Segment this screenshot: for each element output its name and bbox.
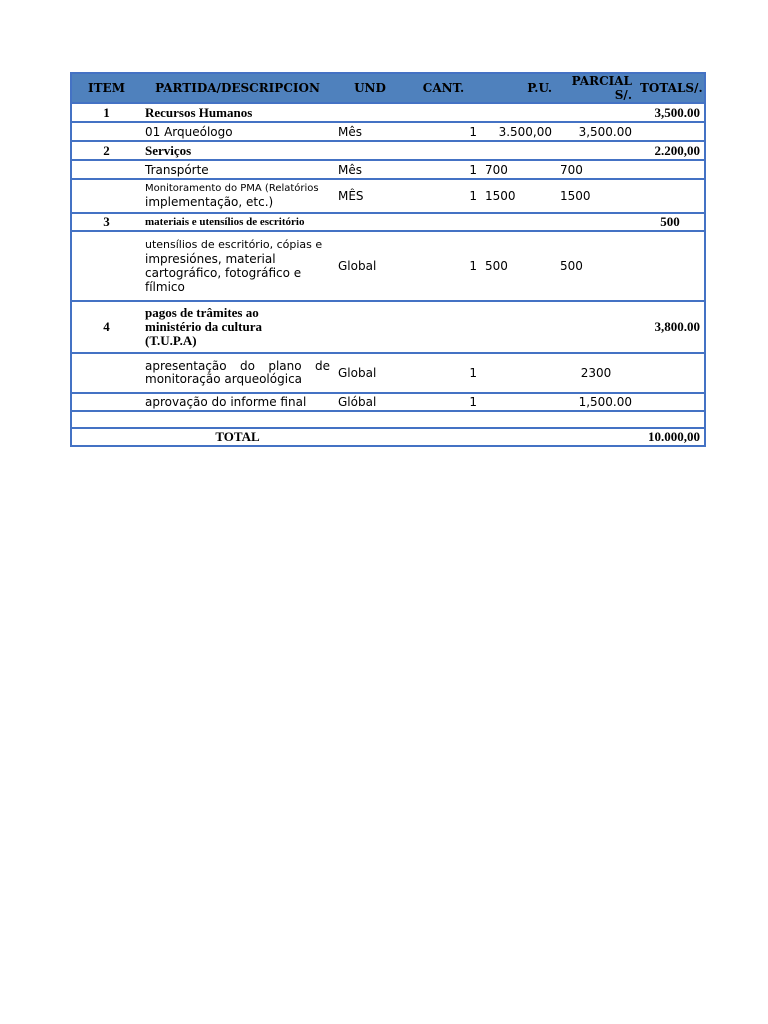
row-quantity: 1 — [469, 162, 477, 177]
section-row — [71, 301, 705, 353]
section-total: 2.200,00 — [654, 142, 700, 158]
section-title: materiais e utensílios de escritório — [145, 216, 305, 228]
row-quantity: 1 — [469, 189, 477, 203]
section-row — [71, 103, 705, 122]
section-row — [71, 141, 705, 160]
section-row — [71, 213, 705, 231]
total-row — [71, 428, 705, 446]
row-unit-price — [481, 353, 556, 393]
header-und: UND — [334, 73, 406, 103]
section-number: 1 — [103, 104, 110, 120]
row-quantity: 1 — [469, 395, 477, 409]
row-unit-price — [481, 393, 556, 411]
total-label: TOTAL — [215, 429, 260, 444]
row-unit: Global — [338, 259, 377, 273]
row-description — [141, 179, 334, 213]
section-number: 2 — [103, 142, 110, 158]
section-title-line: ministério da cultura — [145, 319, 262, 334]
section-title: Recursos Humanos — [145, 104, 253, 120]
header-partida: PARTIDA/DESCRIPCION — [141, 73, 334, 103]
section-title — [141, 301, 334, 353]
header-row — [71, 73, 705, 103]
row-partial: 1,500.00 — [578, 395, 632, 409]
row-description-line: fílmico — [145, 280, 185, 294]
header-totales: TOTALS/. — [636, 73, 705, 103]
header-cant: CANT. — [406, 73, 481, 103]
table-row — [71, 231, 705, 301]
row-partial: 700 — [560, 162, 583, 177]
budget-table — [70, 72, 706, 447]
row-unit-price: 500 — [485, 259, 508, 273]
row-description-line: monitoração arqueológica — [145, 372, 303, 386]
row-quantity: 1 — [469, 124, 477, 139]
row-description-line: impresiónes, material — [145, 252, 276, 266]
row-description: 01 Arqueólogo — [145, 124, 233, 139]
row-description-line: utensílios de escritório, cópias e — [145, 238, 323, 251]
section-total: 3,500.00 — [654, 104, 700, 120]
row-quantity: 1 — [469, 366, 477, 380]
row-unit-price: 3.500,00 — [498, 124, 552, 139]
header-parcial: PARCIAL S/. — [556, 73, 636, 103]
row-description-line: apresentação do plano de — [145, 359, 330, 373]
row-partial: 2300 — [580, 366, 612, 380]
row-unit: MÊS — [338, 189, 364, 203]
section-title-line: pagos de trâmites ao — [145, 305, 259, 320]
blank-row — [71, 411, 705, 428]
row-unit: Mês — [338, 162, 362, 177]
row-description-line: Monitoramento do PMA (Relatórios — [145, 183, 319, 194]
header-item: ITEM — [71, 73, 141, 103]
header-pu: P.U. — [481, 73, 556, 103]
section-total: 3,800.00 — [654, 319, 700, 334]
table-row — [71, 393, 705, 411]
row-description — [141, 353, 334, 393]
row-unit: Global — [338, 366, 377, 380]
table-row — [71, 179, 705, 213]
row-description-line: cartográfico, fotográfico e — [145, 266, 302, 280]
row-unit-price: 700 — [485, 162, 508, 177]
row-unit-price: 1500 — [485, 189, 516, 203]
row-partial: 3,500.00 — [578, 124, 632, 139]
section-total: 500 — [660, 214, 680, 229]
table-row — [71, 353, 705, 393]
section-number: 4 — [103, 319, 110, 334]
section-number: 3 — [103, 214, 110, 229]
row-unit: Glóbal — [338, 395, 377, 409]
section-title-line: (T.U.P.A) — [145, 333, 197, 348]
grand-total: 10.000,00 — [648, 429, 700, 444]
row-description-line: implementação, etc.) — [145, 195, 274, 209]
table-row — [71, 160, 705, 179]
row-description — [141, 231, 334, 301]
row-description: Transpórte — [145, 162, 209, 177]
row-description: aprovação do informe final — [145, 395, 307, 409]
row-partial: 1500 — [560, 189, 591, 203]
row-quantity: 1 — [469, 259, 477, 273]
section-title: Serviços — [145, 142, 192, 158]
row-unit: Mês — [338, 124, 362, 139]
row-partial: 500 — [560, 259, 583, 273]
table-row — [71, 122, 705, 141]
